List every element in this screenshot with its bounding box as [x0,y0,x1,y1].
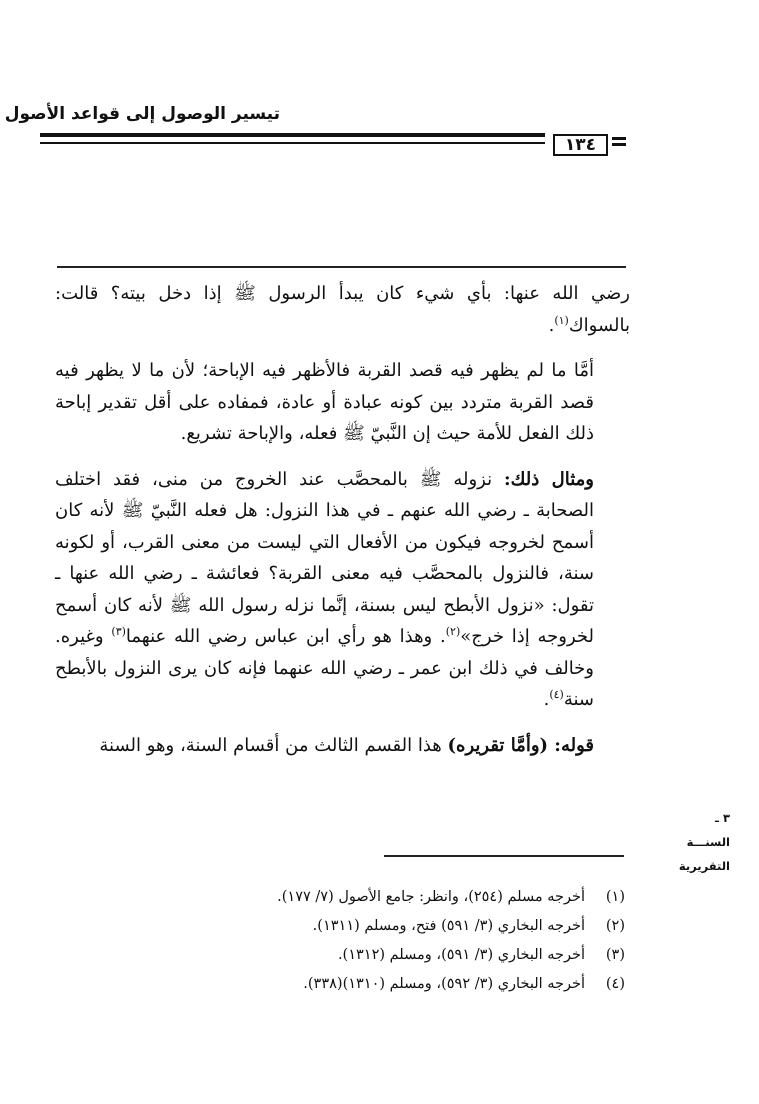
header-rule-thick [40,133,545,137]
text-top-rule [57,266,626,268]
footnote-ref: (١) [554,313,569,327]
quote-lead: قوله: (وأمَّا تقريره) [447,734,594,756]
footnote: (١)أخرجه مسلم (٢٥٤)، وانظر: جامع الأصول (٧/ ١٧٧). [277,889,625,905]
paragraph: أمَّا ما لم يظهر فيه قصد القربة فالأظهر فيه الإباحة؛ لأن ما لا يظهر فيه قصد القربة متردد بين كونه عبادة أو عادة، فمفاده على أقل تقدير إباحة ذلك الفعل للأمة حيث إن النَّبيّ ﷺ فعله، والإباحة تشريع. [55,360,594,444]
footnote: (٢)أخرجه البخاري (٣/ ٥٩١) فتح، ومسلم (١٣١١). [312,918,625,934]
footnote-ref: (٢) [445,625,461,638]
page-number-dash [612,143,626,146]
paragraph: قوله: (وأمَّا تقريره) هذا القسم الثالث من أقسام السنة، وهو السنة [99,734,594,756]
book-title: تيسير الوصول إلى قواعد الأصول [4,104,280,124]
margin-note: ٣ ـ السنـــة التقريرية [678,811,730,873]
paragraph: رضي الله عنها: بأي شيء كان يبدأ الرسول ﷺ إذا دخل بيته؟ قالت: بالسواك$^{(١)}$. [55,283,630,336]
footnote-rule [384,855,624,857]
footnote: (٤)أخرجه البخاري (٣/ ٥٩٢)، ومسلم (١٣١٠)(٣٣٨). [303,976,625,992]
paragraph: ومثال ذلك: نزوله ﷺ بالمحصَّب عند الخروج من منى، فقد اختلف الصحابة ـ رضي الله عنهم ـ في هذا النزول: هل فعله النَّبيّ ﷺ لأنه كان أسمح لخروجه فيكون من الأفعال التي ليست من معنى القرب، أو لكونه سنة، فالنزول بالمحصَّب فيه معنى القربة؟ فعائشة ـ رضي الله عنها ـ تقول: «نزول الأبطح ليس بسنة، إنَّما نزله رسول الله ﷺ لأنه كان أسمح لخروجه إذا خرج»$^{(٢)}$. وهذا هو رأي ابن عباس رضي الله عنهما$^{(٣)}$ وغيره. وخالف في ذلك ابن عمر ـ رضي الله عنهما فإنه كان يرى النزول بالأبطح سنة$^{(٤)}$. [55,468,595,710]
footnote: (٣)أخرجه البخاري (٣/ ٥٩١)، ومسلم (١٣١٢). [337,947,625,963]
page-number-dash [612,137,626,140]
example-lead: ومثال ذلك: [503,468,594,490]
footnotes [140,883,625,999]
header-rule-thin [40,142,545,144]
footnote-ref: (٤) [549,688,564,701]
main-text [55,278,630,761]
page-number: ١٣٤ [553,134,608,156]
footnote-ref: (٣) [111,625,126,638]
